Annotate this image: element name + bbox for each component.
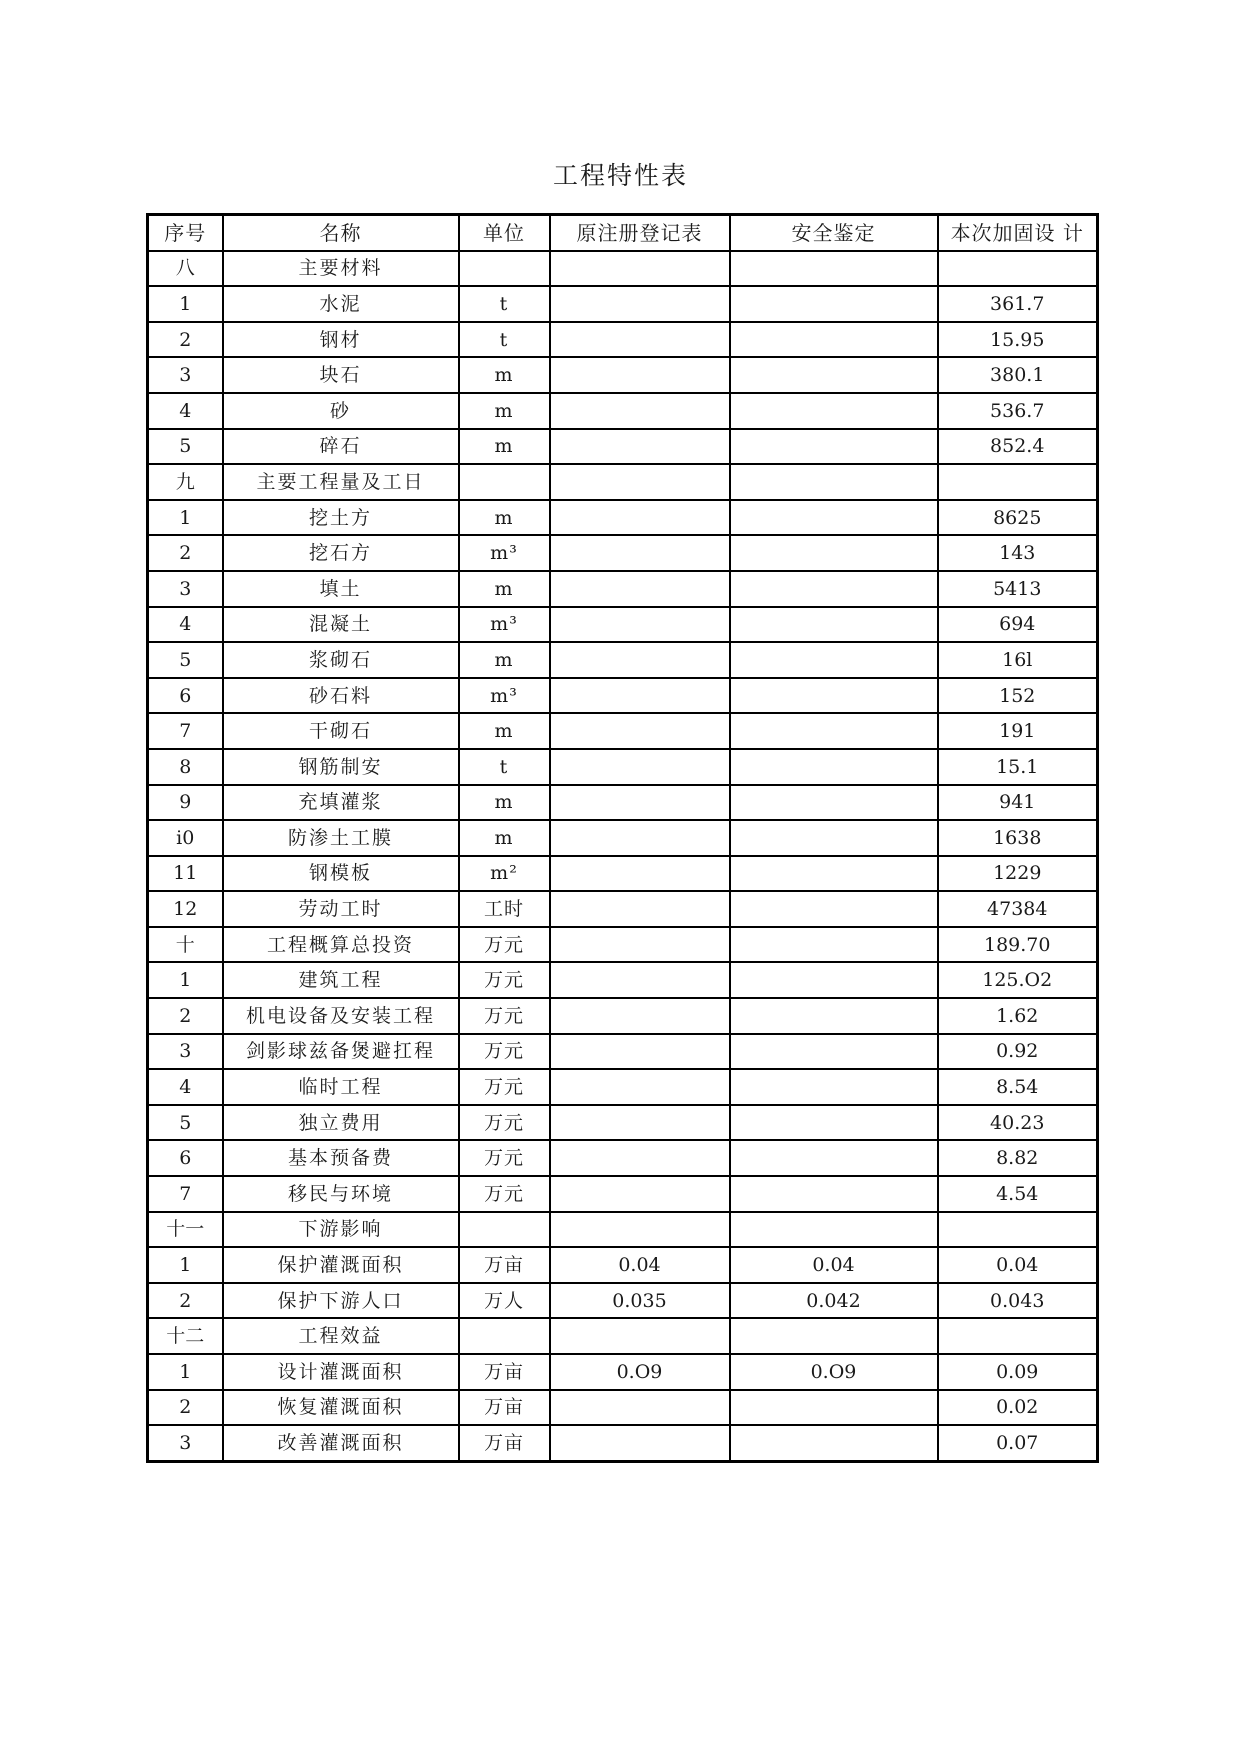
table-header-row [148,215,1098,251]
name-cell: 填土 [223,571,459,607]
name-cell: 浆砌石 [223,642,459,678]
seq-cell: 3 [148,1034,223,1070]
design-value-cell: 0.02 [938,1390,1098,1426]
table-row [148,998,1098,1034]
name-cell: 独立费用 [223,1105,459,1141]
unit-cell: 万元 [459,1140,550,1176]
unit-cell: m [459,500,550,536]
original-value-cell [550,535,730,571]
design-value-cell: 5413 [938,571,1098,607]
unit-cell: 万人 [459,1283,550,1319]
seq-cell: 8 [148,749,223,785]
safety-value-cell [730,1176,938,1212]
design-value-cell: 15.1 [938,749,1098,785]
original-value-cell [550,322,730,358]
seq-cell: 1 [148,962,223,998]
name-cell: 挖石方 [223,535,459,571]
original-value-cell [550,856,730,892]
unit-cell: t [459,286,550,322]
design-value-cell: 47384 [938,891,1098,927]
seq-cell: 6 [148,1140,223,1176]
design-value-cell: 1638 [938,820,1098,856]
unit-cell: m [459,429,550,465]
name-cell: 钢模板 [223,856,459,892]
seq-cell: 十二 [148,1318,223,1354]
table-row [148,1176,1098,1212]
design-value-cell: 941 [938,785,1098,821]
design-value-cell: 0.92 [938,1034,1098,1070]
seq-cell: 2 [148,535,223,571]
seq-cell: 11 [148,856,223,892]
design-value-cell: 1.62 [938,998,1098,1034]
name-cell: 钢材 [223,322,459,358]
table-row [148,357,1098,393]
table-row [148,820,1098,856]
seq-cell: 1 [148,1354,223,1390]
seq-cell: 9 [148,785,223,821]
original-value-cell [550,393,730,429]
name-cell: 充填灌浆 [223,785,459,821]
unit-cell: 万元 [459,1069,550,1105]
original-value-cell [550,1425,730,1461]
table-row [148,891,1098,927]
safety-value-cell [730,429,938,465]
name-cell: 改善灌溉面积 [223,1425,459,1461]
safety-value-cell [730,998,938,1034]
safety-value-cell [730,535,938,571]
seq-cell: 八 [148,251,223,287]
design-value-cell: 8.54 [938,1069,1098,1105]
design-value-cell [938,464,1098,500]
safety-value-cell [730,1034,938,1070]
header-unit: 单位 [459,215,550,251]
name-cell: 主要材料 [223,251,459,287]
unit-cell: m [459,713,550,749]
name-cell: 砂石料 [223,678,459,714]
unit-cell: m [459,642,550,678]
design-value-cell: 0.043 [938,1283,1098,1319]
header-seq: 序号 [148,215,223,251]
unit-cell: m³ [459,678,550,714]
name-cell: 干砌石 [223,713,459,749]
seq-cell: 6 [148,678,223,714]
unit-cell: m³ [459,607,550,643]
table-row [148,785,1098,821]
safety-value-cell [730,1318,938,1354]
name-cell: 建筑工程 [223,962,459,998]
seq-cell: 7 [148,1176,223,1212]
table-row [148,1425,1098,1461]
design-value-cell: 361.7 [938,286,1098,322]
seq-cell: 4 [148,393,223,429]
design-value-cell: 189.70 [938,927,1098,963]
table-row [148,678,1098,714]
table-row [148,856,1098,892]
table-row [148,642,1098,678]
name-cell: 临时工程 [223,1069,459,1105]
original-value-cell [550,1034,730,1070]
table-row [148,1354,1098,1390]
seq-cell: 5 [148,1105,223,1141]
name-cell: 保护灌溉面积 [223,1247,459,1283]
seq-cell: 12 [148,891,223,927]
original-value-cell [550,357,730,393]
safety-value-cell [730,749,938,785]
original-value-cell [550,927,730,963]
unit-cell [459,1212,550,1248]
table-row [148,1034,1098,1070]
table-row [148,1390,1098,1426]
table-row [148,322,1098,358]
safety-value-cell [730,927,938,963]
design-value-cell [938,1318,1098,1354]
seq-cell: 3 [148,357,223,393]
header-original-registration: 原注册登记表 [550,215,730,251]
name-cell: 水泥 [223,286,459,322]
name-cell: 挖土方 [223,500,459,536]
unit-cell [459,1318,550,1354]
original-value-cell [550,749,730,785]
name-cell: 劳动工时 [223,891,459,927]
safety-value-cell [730,1212,938,1248]
table-row [148,500,1098,536]
safety-value-cell [730,962,938,998]
name-cell: 碎石 [223,429,459,465]
name-cell: 恢复灌溉面积 [223,1390,459,1426]
original-value-cell: 0.O9 [550,1354,730,1390]
design-value-cell: 694 [938,607,1098,643]
seq-cell: 十一 [148,1212,223,1248]
unit-cell: 万元 [459,1176,550,1212]
safety-value-cell [730,1425,938,1461]
original-value-cell [550,571,730,607]
original-value-cell [550,607,730,643]
safety-value-cell [730,393,938,429]
name-cell: 防渗土工膜 [223,820,459,856]
seq-cell: 1 [148,286,223,322]
seq-cell: 十 [148,927,223,963]
design-value-cell: 1229 [938,856,1098,892]
seq-cell: 5 [148,642,223,678]
unit-cell: m [459,571,550,607]
table-row [148,393,1098,429]
design-value-cell: 125.O2 [938,962,1098,998]
unit-cell [459,251,550,287]
original-value-cell [550,286,730,322]
unit-cell: 万元 [459,927,550,963]
table-row [148,1105,1098,1141]
original-value-cell [550,713,730,749]
unit-cell: m [459,357,550,393]
original-value-cell [550,962,730,998]
design-value-cell: 536.7 [938,393,1098,429]
name-cell: 砂 [223,393,459,429]
design-value-cell [938,251,1098,287]
original-value-cell [550,251,730,287]
safety-value-cell [730,891,938,927]
safety-value-cell [730,1105,938,1141]
table-row [148,429,1098,465]
design-value-cell [938,1212,1098,1248]
safety-value-cell [730,856,938,892]
safety-value-cell [730,713,938,749]
original-value-cell [550,820,730,856]
name-cell: 钢筋制安 [223,749,459,785]
safety-value-cell [730,1390,938,1426]
unit-cell: 工时 [459,891,550,927]
safety-value-cell: 0.04 [730,1247,938,1283]
safety-value-cell [730,322,938,358]
unit-cell: m [459,393,550,429]
design-value-cell: 143 [938,535,1098,571]
safety-value-cell [730,607,938,643]
name-cell: 剑影球兹备煲避扛程 [223,1034,459,1070]
table-row [148,1318,1098,1354]
unit-cell: 万元 [459,998,550,1034]
table-body [148,251,1098,1462]
table-row [148,1069,1098,1105]
table-row [148,251,1098,287]
unit-cell: 万元 [459,962,550,998]
name-cell: 块石 [223,357,459,393]
design-value-cell: 16l [938,642,1098,678]
original-value-cell [550,429,730,465]
unit-cell: 万亩 [459,1354,550,1390]
safety-value-cell [730,1140,938,1176]
original-value-cell: 0.04 [550,1247,730,1283]
unit-cell: t [459,749,550,785]
seq-cell: 2 [148,998,223,1034]
safety-value-cell [730,642,938,678]
seq-cell: 2 [148,1283,223,1319]
original-value-cell [550,642,730,678]
table-row [148,1212,1098,1248]
seq-cell: 3 [148,571,223,607]
design-value-cell: 0.04 [938,1247,1098,1283]
original-value-cell [550,998,730,1034]
seq-cell: 1 [148,500,223,536]
table-row [148,749,1098,785]
seq-cell: 2 [148,1390,223,1426]
original-value-cell [550,1176,730,1212]
original-value-cell [550,1069,730,1105]
unit-cell: m² [459,856,550,892]
name-cell: 工程概算总投资 [223,927,459,963]
engineering-spec-table [146,213,1099,1463]
design-value-cell: 852.4 [938,429,1098,465]
table-row [148,1247,1098,1283]
safety-value-cell [730,678,938,714]
original-value-cell: 0.035 [550,1283,730,1319]
table-row [148,927,1098,963]
header-name: 名称 [223,215,459,251]
safety-value-cell [730,464,938,500]
name-cell: 移民与环境 [223,1176,459,1212]
original-value-cell [550,1212,730,1248]
table-row [148,286,1098,322]
unit-cell: 万元 [459,1034,550,1070]
seq-cell: 4 [148,607,223,643]
design-value-cell: 0.07 [938,1425,1098,1461]
original-value-cell [550,785,730,821]
design-value-cell: 8.82 [938,1140,1098,1176]
design-value-cell: 0.09 [938,1354,1098,1390]
seq-cell: 5 [148,429,223,465]
seq-cell: 九 [148,464,223,500]
table-row [148,464,1098,500]
original-value-cell [550,678,730,714]
safety-value-cell [730,785,938,821]
unit-cell: 万亩 [459,1425,550,1461]
safety-value-cell: 0.O9 [730,1354,938,1390]
safety-value-cell [730,571,938,607]
original-value-cell [550,464,730,500]
safety-value-cell [730,1069,938,1105]
unit-cell: 万亩 [459,1390,550,1426]
original-value-cell [550,1318,730,1354]
unit-cell [459,464,550,500]
unit-cell: m³ [459,535,550,571]
name-cell: 混凝土 [223,607,459,643]
design-value-cell: 152 [938,678,1098,714]
seq-cell: 4 [148,1069,223,1105]
design-value-cell: 40.23 [938,1105,1098,1141]
safety-value-cell: 0.042 [730,1283,938,1319]
design-value-cell: 191 [938,713,1098,749]
unit-cell: 万亩 [459,1247,550,1283]
seq-cell: i0 [148,820,223,856]
name-cell: 设计灌溉面积 [223,1354,459,1390]
table-row [148,713,1098,749]
table-row [148,607,1098,643]
original-value-cell [550,891,730,927]
safety-value-cell [730,820,938,856]
name-cell: 基本预备费 [223,1140,459,1176]
original-value-cell [550,1390,730,1426]
design-value-cell: 380.1 [938,357,1098,393]
name-cell: 主要工程量及工日 [223,464,459,500]
original-value-cell [550,1105,730,1141]
safety-value-cell [730,500,938,536]
header-safety-appraisal: 安全鉴定 [730,215,938,251]
original-value-cell [550,1140,730,1176]
page-title: 工程特性表 [552,161,688,190]
table-row [148,535,1098,571]
original-value-cell [550,500,730,536]
name-cell: 工程效益 [223,1318,459,1354]
safety-value-cell [730,286,938,322]
unit-cell: 万元 [459,1105,550,1141]
unit-cell: m [459,820,550,856]
name-cell: 保护下游人口 [223,1283,459,1319]
safety-value-cell [730,251,938,287]
seq-cell: 7 [148,713,223,749]
design-value-cell: 4.54 [938,1176,1098,1212]
header-reinforcement-design: 本次加固设 计 [938,215,1098,251]
name-cell: 机电设备及安装工程 [223,998,459,1034]
design-value-cell: 15.95 [938,322,1098,358]
safety-value-cell [730,357,938,393]
design-value-cell: 8625 [938,500,1098,536]
table-row [148,571,1098,607]
table-row [148,1283,1098,1319]
seq-cell: 1 [148,1247,223,1283]
unit-cell: t [459,322,550,358]
table-row [148,1140,1098,1176]
unit-cell: m [459,785,550,821]
seq-cell: 3 [148,1425,223,1461]
table-row [148,962,1098,998]
name-cell: 下游影响 [223,1212,459,1248]
seq-cell: 2 [148,322,223,358]
